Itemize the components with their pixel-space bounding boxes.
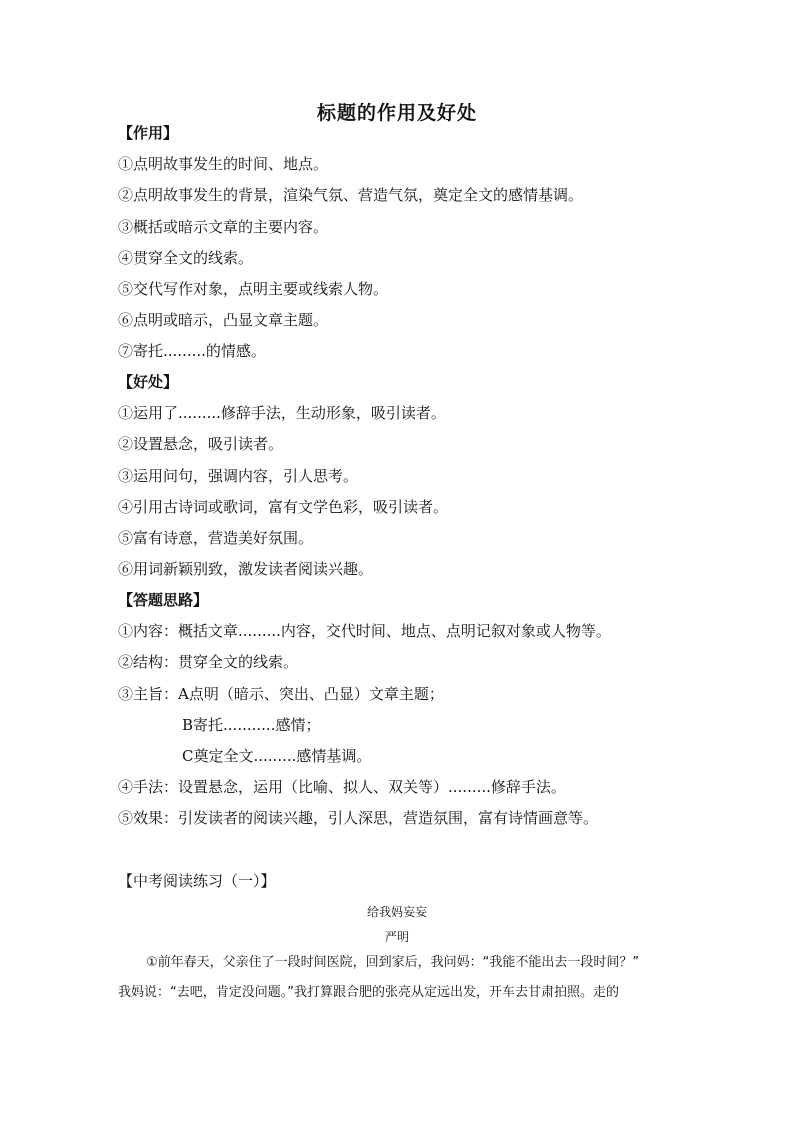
list-item: ⑤富有诗意，营造美好氛围。 [118, 529, 314, 547]
section-heading-benefits: 【好处】 [118, 373, 179, 391]
list-item: ②结构：贯穿全文的线索。 [118, 653, 299, 671]
list-item: ③主旨：A点明（暗示、突出、凸显）文章主题； [118, 685, 444, 703]
list-item: ⑤效果：引发读者的阅读兴趣，引人深思，营造氛围，富有诗情画意等。 [118, 809, 599, 827]
section-heading-approach: 【答题思路】 [118, 591, 209, 609]
paragraph-line: 我妈说：“去吧，肯定没问题。”我打算跟合肥的张亮从定远出发，开车去甘肃拍照。走的 [118, 985, 619, 1000]
list-item: ①内容：概括文章.........内容，交代时间、地点、点明记叙对象或人物等。 [118, 622, 611, 640]
list-item: C奠定全文.........感情基调。 [182, 747, 372, 765]
article-title: 给我妈妄妄 [366, 905, 427, 919]
list-item: ②设置悬念，吸引读者。 [118, 435, 284, 453]
list-item: ⑤交代写作对象，点明主要或线索人物。 [118, 280, 389, 298]
practice-heading: 【中考阅读练习（一）】 [118, 872, 276, 890]
page-title: 标题的作用及好处 [316, 102, 477, 124]
article-author: 严明 [384, 930, 409, 944]
list-item: ②点明故事发生的背景，渲染气氛、营造气氛，奠定全文的感情基调。 [118, 186, 584, 204]
paragraph-line: ①前年春天，父亲住了一段时间医院，回到家后，我问妈：“我能不能出去一段时间？” [146, 955, 640, 970]
list-item: ⑥点明或暗示，凸显文章主题。 [118, 311, 329, 329]
list-item: ④贯穿全文的线索。 [118, 249, 254, 267]
section-heading-function: 【作用】 [118, 124, 179, 142]
list-item: ⑦寄托.........的情感。 [118, 342, 266, 360]
list-item: ④手法：设置悬念，运用（比喻、拟人、双关等）.........修辞手法。 [118, 778, 566, 796]
list-item: ①运用了.........修辞手法，生动形象，吸引读者。 [118, 404, 446, 422]
list-item: ①点明故事发生的时间、地点。 [118, 155, 329, 173]
list-item: ⑥用词新颖别致，激发读者阅读兴趣。 [118, 560, 374, 578]
list-item: B寄托...........感情； [182, 716, 321, 734]
list-item: ④引用古诗词或歌词，富有文学色彩，吸引读者。 [118, 498, 449, 516]
list-item: ③概括或暗示文章的主要内容。 [118, 218, 329, 236]
list-item: ③运用问句，强调内容，引人思考。 [118, 467, 359, 485]
